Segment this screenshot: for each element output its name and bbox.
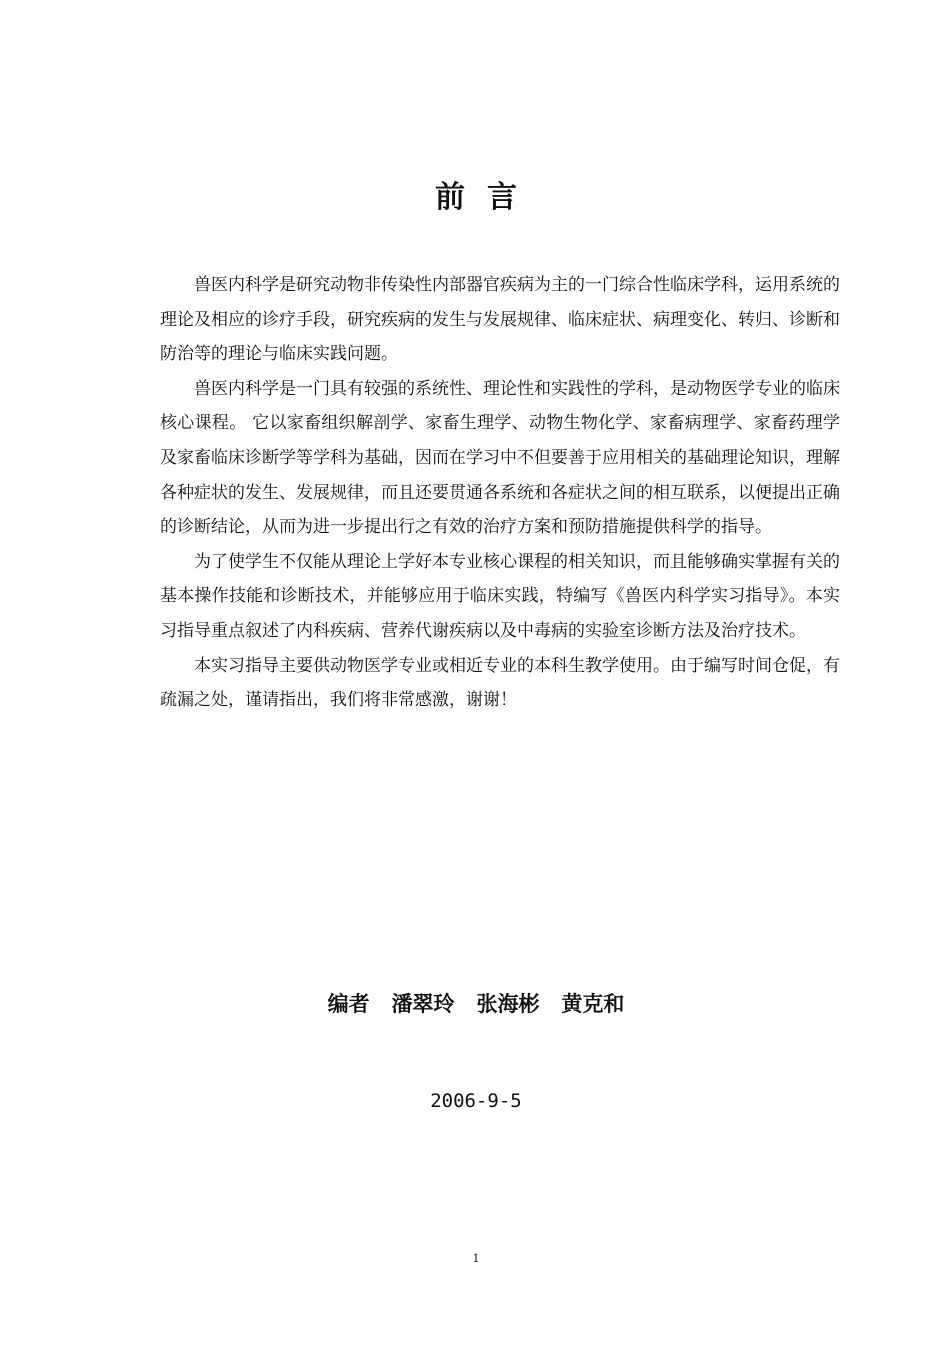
paragraph-4: 本实习指导主要供动物医学专业或相近专业的本科生教学使用。由于编写时间仓促，有疏漏之处，谨请指出，我们将非常感激，谢谢！ <box>160 655 840 711</box>
title-char-2: 言 <box>487 180 517 215</box>
authors-line: 编者 潘翠玲 张海彬 黄克和 <box>327 991 625 1016</box>
page-number: 1 <box>472 1252 480 1265</box>
paragraph-2: 兽医内科学是一门具有较强的系统性、理论性和实践性的学科，是动物医学专业的临床核心课程。 它以家畜组织解剖学、家畜生理学、动物生物化学、家畜病理学、家畜药理学及家畜临床诊断学等学科为基础，因而在学习中不但要善于应用相关的基础理论知识，理解各种症状的发生、发展规律，而且还要贯通各系统和各症状之间的相互联系，以便提出正确的诊断结论，从而为进一步提出行之有效的治疗方案和预防措施提供科学的指导。 <box>160 378 840 538</box>
preface-body <box>160 268 840 718</box>
paragraph-1: 兽医内科学是研究动物非传染性内部器官疾病为主的一门综合性临床学科，运用系统的理论及相应的诊疗手段，研究疾病的发生与发展规律、临床症状、病理变化、转归、诊断和防治等的理论与临床实践问题。 <box>160 275 840 365</box>
title-char-1: 前 <box>435 180 465 215</box>
page-title <box>0 172 952 216</box>
date: 2006-9-5 <box>430 1090 522 1112</box>
paragraph-3: 为了使学生不仅能从理论上学好本专业核心课程的相关知识，而且能够确实掌握有关的基本操作技能和诊断技术，并能够应用于临床实践，特编写《兽医内科学实习指导》。本实习指导重点叙述了内科疾病、营养代谢疾病以及中毒病的实验室诊断方法及治疗技术。 <box>160 551 840 641</box>
